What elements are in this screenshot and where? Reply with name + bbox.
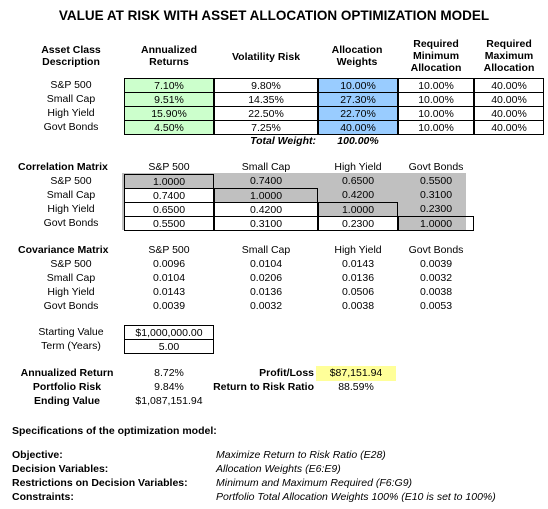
ending-value-label: Ending Value <box>34 395 100 407</box>
correlation-cell[interactable]: 0.7400 <box>249 175 283 187</box>
asset-name: Small Cap <box>46 93 96 105</box>
max-cell[interactable]: 40.00% <box>474 120 544 135</box>
spec-label: Restrictions on Decision Variables: <box>12 477 188 489</box>
returns-cell[interactable]: 9.51% <box>124 92 214 107</box>
covariance-cell[interactable]: 0.0136 <box>341 272 375 284</box>
header-required-minimum: Required Minimum Allocation <box>410 38 462 74</box>
spec-label: Objective: <box>12 449 63 461</box>
covariance-cell[interactable]: 0.0032 <box>419 272 453 284</box>
covariance-cell[interactable]: 0.0104 <box>249 258 283 270</box>
total-weight-label: Total Weight: <box>250 135 316 147</box>
covariance-cell[interactable]: 0.0143 <box>341 258 375 270</box>
correlation-col-header: High Yield <box>334 161 382 173</box>
min-cell[interactable]: 10.00% <box>398 106 474 121</box>
min-cell[interactable]: 10.00% <box>398 78 474 93</box>
asset-name: High Yield <box>47 107 95 119</box>
correlation-cell[interactable]: 1.0000 <box>124 174 214 189</box>
covariance-title: Covariance Matrix <box>18 244 109 256</box>
correlation-cell[interactable]: 0.5500 <box>124 216 214 231</box>
covariance-col-header: S&P 500 <box>148 244 190 256</box>
volatility-cell[interactable]: 22.50% <box>214 106 318 121</box>
header-volatility-risk: Volatility Risk <box>231 51 301 63</box>
correlation-col-header: Small Cap <box>241 161 291 173</box>
total-weight-value: 100.00% <box>337 135 379 147</box>
header-annualized-returns: Annualized Returns <box>140 44 197 68</box>
spec-label: Constraints: <box>12 491 74 503</box>
returns-cell[interactable]: 7.10% <box>124 78 214 93</box>
weight-cell[interactable]: 10.00% <box>318 78 398 93</box>
weight-cell[interactable]: 40.00% <box>318 120 398 135</box>
volatility-cell[interactable]: 14.35% <box>214 92 318 107</box>
header-asset-class: Asset Class Description <box>41 44 101 68</box>
term-label: Term (Years) <box>41 340 101 352</box>
covariance-cell[interactable]: 0.0032 <box>249 300 283 312</box>
asset-name: S&P 500 <box>50 79 92 91</box>
max-cell[interactable]: 40.00% <box>474 78 544 93</box>
covariance-cell[interactable]: 0.0136 <box>249 286 283 298</box>
correlation-cell[interactable]: 0.3100 <box>419 189 453 201</box>
weight-cell[interactable]: 27.30% <box>318 92 398 107</box>
term-input[interactable]: 5.00 <box>124 339 214 354</box>
correlation-row-header: Small Cap <box>46 189 96 201</box>
annualized-return-label: Annualized Return <box>20 367 114 379</box>
correlation-cell[interactable]: 1.0000 <box>318 202 398 217</box>
covariance-cell[interactable]: 0.0038 <box>419 286 453 298</box>
return-risk-ratio-label: Return to Risk Ratio <box>213 381 314 393</box>
correlation-row-header: S&P 500 <box>50 175 92 187</box>
correlation-cell[interactable]: 0.2300 <box>419 203 453 215</box>
profit-loss-label: Profit/Loss <box>259 367 314 379</box>
header-required-maximum: Required Maximum Allocation <box>483 38 535 74</box>
spec-value: Allocation Weights (E6:E9) <box>216 463 341 475</box>
correlation-cell[interactable]: 0.2300 <box>318 216 398 231</box>
covariance-cell[interactable]: 0.0053 <box>419 300 453 312</box>
covariance-col-header: Govt Bonds <box>408 244 464 256</box>
covariance-col-header: High Yield <box>334 244 382 256</box>
covariance-row-header: S&P 500 <box>50 258 92 270</box>
return-risk-ratio-value: 88.59% <box>338 381 374 393</box>
covariance-cell[interactable]: 0.0038 <box>341 300 375 312</box>
annualized-return-value: 8.72% <box>154 367 184 379</box>
covariance-cell[interactable]: 0.0506 <box>341 286 375 298</box>
correlation-cell[interactable]: 1.0000 <box>398 216 474 231</box>
portfolio-risk-value: 9.84% <box>154 381 184 393</box>
max-cell[interactable]: 40.00% <box>474 106 544 121</box>
covariance-col-header: Small Cap <box>241 244 291 256</box>
specs-heading: Specifications of the optimization model: <box>12 425 217 437</box>
min-cell[interactable]: 10.00% <box>398 120 474 135</box>
volatility-cell[interactable]: 9.80% <box>214 78 318 93</box>
correlation-cell[interactable]: 0.3100 <box>214 216 318 231</box>
volatility-cell[interactable]: 7.25% <box>214 120 318 135</box>
correlation-cell[interactable]: 0.5500 <box>419 175 453 187</box>
covariance-cell[interactable]: 0.0104 <box>152 272 186 284</box>
min-cell[interactable]: 10.00% <box>398 92 474 107</box>
correlation-row-header: High Yield <box>47 203 95 215</box>
starting-value-input[interactable]: $1,000,000.00 <box>124 325 214 340</box>
covariance-row-header: High Yield <box>47 286 95 298</box>
correlation-cell[interactable]: 0.7400 <box>124 188 214 203</box>
correlation-cell[interactable]: 0.4200 <box>214 202 318 217</box>
correlation-cell[interactable]: 0.6500 <box>341 175 375 187</box>
covariance-cell[interactable]: 0.0206 <box>249 272 283 284</box>
correlation-cell[interactable]: 0.6500 <box>124 202 214 217</box>
starting-value-label: Starting Value <box>38 326 104 338</box>
header-allocation-weights: Allocation Weights <box>331 44 383 68</box>
correlation-row-header: Govt Bonds <box>43 217 99 229</box>
max-cell[interactable]: 40.00% <box>474 92 544 107</box>
weight-cell[interactable]: 22.70% <box>318 106 398 121</box>
covariance-cell[interactable]: 0.0039 <box>152 300 186 312</box>
portfolio-risk-label: Portfolio Risk <box>32 381 102 393</box>
correlation-col-header: Govt Bonds <box>408 161 464 173</box>
correlation-cell[interactable]: 0.4200 <box>341 189 375 201</box>
spec-label: Decision Variables: <box>12 463 109 475</box>
profit-loss-value[interactable]: $87,151.94 <box>316 366 396 381</box>
covariance-cell[interactable]: 0.0096 <box>152 258 186 270</box>
ending-value-value: $1,087,151.94 <box>135 395 203 407</box>
correlation-col-header: S&P 500 <box>148 161 190 173</box>
covariance-row-header: Govt Bonds <box>43 300 99 312</box>
returns-cell[interactable]: 15.90% <box>124 106 214 121</box>
correlation-cell[interactable]: 1.0000 <box>214 188 318 203</box>
spec-value: Portfolio Total Allocation Weights 100% (E10 is set to 100%) <box>216 491 496 503</box>
asset-name: Govt Bonds <box>43 121 99 133</box>
spec-value: Maximize Return to Risk Ratio (E28) <box>216 449 386 461</box>
correlation-title: Correlation Matrix <box>18 161 108 173</box>
spec-value: Minimum and Maximum Required (F6:G9) <box>216 477 413 489</box>
covariance-cell[interactable]: 0.0039 <box>419 258 453 270</box>
page-title: VALUE AT RISK WITH ASSET ALLOCATION OPTIMIZATION MODEL <box>58 8 490 23</box>
covariance-cell[interactable]: 0.0143 <box>152 286 186 298</box>
returns-cell[interactable]: 4.50% <box>124 120 214 135</box>
covariance-row-header: Small Cap <box>46 272 96 284</box>
